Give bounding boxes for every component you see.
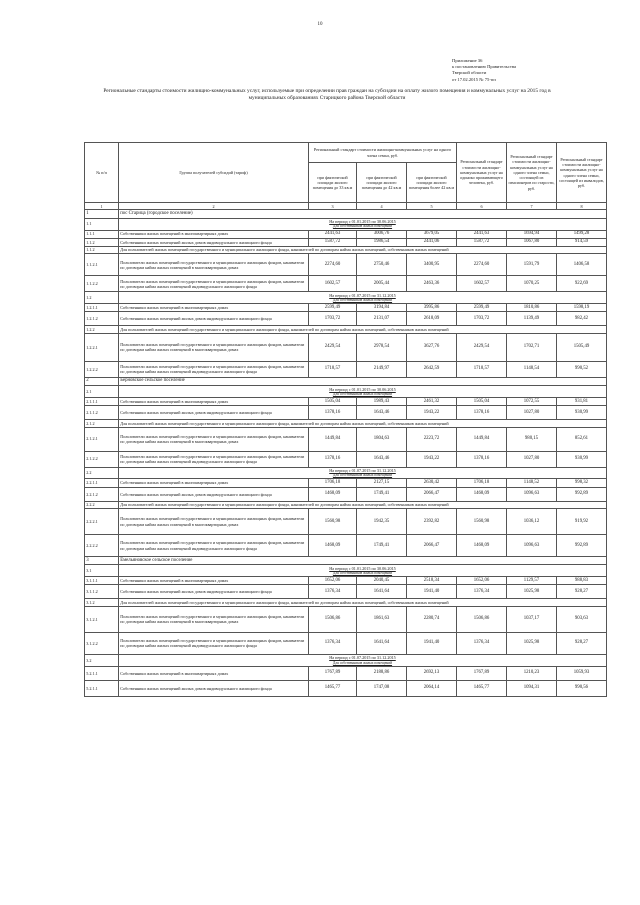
header-area-33: при фактической площади жилого помещения до 33 кв.м (309, 163, 357, 203)
cell-value: 1027,80 (507, 406, 557, 420)
group-label: Для пользователей жилых помещений государственного и муниципального жилищного фонда, нанимателей по договорам найма жилых помещений, собственников жилых помещений (119, 599, 607, 606)
cell-value: 1210,23 (507, 666, 557, 680)
cell-value: 903,63 (557, 606, 607, 632)
cell-value: 990,52 (557, 361, 607, 377)
cell-value: 1468,09 (309, 535, 357, 557)
period-label: На период с 01.01.2015 по 30.06.2015 Для собственников жилых помещений (119, 565, 607, 577)
period-label: На период с 01.07.2015 по 31.12.2015 Для собственников жилых помещений (119, 467, 607, 479)
cell-value: 1025,98 (507, 632, 557, 654)
period-row (85, 292, 607, 304)
period-row (85, 386, 607, 398)
row-number: 2.1.2.2 (85, 451, 119, 467)
cell-value: 1378,16 (309, 451, 357, 467)
settlement-row (85, 210, 607, 218)
cell-value: 1989,43 (357, 397, 407, 405)
cell-value: 1378,16 (457, 451, 507, 467)
cell-value: 998,32 (557, 479, 607, 487)
cell-value: 992,89 (557, 535, 607, 557)
appendix-line: к постановлению Правительства (452, 64, 516, 70)
cell-value: 2223,72 (407, 427, 457, 451)
cell-value: 2188,86 (357, 666, 407, 680)
row-label: Пользователи жилых помещений государственного и муниципального жилищных фондов, наниматели по договорам найма жилых помещений индивидуального жилищного фонда (119, 535, 309, 557)
cell-value: 1129,57 (507, 577, 557, 585)
table-row (85, 487, 607, 501)
cell-value: 1767,89 (457, 666, 507, 680)
cell-value: 1810,86 (507, 304, 557, 312)
cell-value: 3627,76 (407, 333, 457, 361)
cell-value: 1749,41 (357, 487, 407, 501)
header-no: № п/п (85, 143, 119, 203)
cell-value: 1641,64 (357, 632, 407, 654)
cell-value: 1378,16 (309, 406, 357, 420)
settlement-name: Емельяновское сельское поселение (119, 557, 607, 565)
row-number: 3.1.1.1 (85, 577, 119, 585)
column-number: 4 (357, 203, 407, 210)
appendix-block (452, 58, 602, 83)
row-number: 5.2.1.1 (85, 680, 119, 696)
cell-value: 1139,49 (507, 312, 557, 326)
row-number: 1.1.2.2 (85, 276, 119, 292)
row-number: 1.1.2 (85, 246, 119, 253)
cell-value: 2149,97 (357, 361, 407, 377)
header-group: Группа получателей субсидий (тариф) (119, 143, 309, 203)
cell-value: 1406,58 (557, 254, 607, 276)
cell-value: 1465,77 (309, 680, 357, 696)
period-sublabel: Для собственников жилых помещений (332, 391, 393, 396)
table-row (85, 479, 607, 487)
cell-value: 1986,54 (357, 238, 407, 246)
table-row (85, 230, 607, 238)
row-number: 2.2.2 (85, 501, 119, 508)
table-row (85, 535, 607, 557)
row-label: Собственники жилых помещений жилых домов индивидуального жилищного фонда (119, 238, 309, 246)
row-number: 2.1.2.1 (85, 427, 119, 451)
cell-value: 1449,84 (309, 427, 357, 451)
row-label: Пользователи жилых помещений государственного и муниципального жилищных фондов, наниматели по договорам найма жилых помещений в многоквартирных домах (119, 254, 309, 276)
cell-value: 2066,47 (407, 487, 457, 501)
row-label: Пользователи жилых помещений государственного и муниципального жилищных фондов, наниматели по договорам найма жилых помещений в многоквартирных домах (119, 333, 309, 361)
cell-value: 1643,46 (357, 406, 407, 420)
cell-value: 1767,89 (309, 666, 357, 680)
group-label: Для пользователей жилых помещений государственного и муниципального жилищного фонда, нанимателей по договорам найма жилых помещений, собственников жилых помещений (119, 420, 607, 427)
cell-value: 931,81 (557, 397, 607, 405)
cell-value: 928,27 (557, 585, 607, 599)
row-number: 3 (85, 557, 119, 565)
row-label: Собственники жилых помещений в многоквартирных домах (119, 666, 309, 680)
group-label: Для пользователей жилых помещений государственного и муниципального жилищного фонда, нанимателей по договорам найма жилых помещений, собственников жилых помещений (119, 246, 607, 253)
row-number: 3.1.2.1 (85, 606, 119, 632)
cell-value: 1376,34 (457, 585, 507, 599)
row-number: 3.2 (85, 654, 119, 666)
row-number: 2.1 (85, 386, 119, 398)
row-label: Собственники жилых помещений жилых домов индивидуального жилищного фонда (119, 680, 309, 696)
group-row (85, 326, 607, 333)
cell-value: 2441,06 (407, 238, 457, 246)
column-number: 3 (309, 203, 357, 210)
cell-value: 1749,41 (357, 535, 407, 557)
cell-value: 2441,63 (309, 230, 357, 238)
column-number: 2 (119, 203, 309, 210)
cell-value: 3679,05 (407, 230, 457, 238)
cell-value: 1718,57 (457, 361, 507, 377)
appendix-line: от 17.02.2015 № 75-пп (452, 76, 496, 82)
table-row (85, 585, 607, 599)
cell-value: 1465,77 (457, 680, 507, 696)
cell-value: 1376,34 (309, 585, 357, 599)
table-row (85, 254, 607, 276)
cell-value: 1942,35 (357, 509, 407, 535)
cell-value: 2429,54 (309, 333, 357, 361)
cell-value: 1587,72 (457, 238, 507, 246)
cell-value: 1652,06 (309, 577, 357, 585)
row-label: Пользователи жилых помещений государственного и муниципального жилищных фондов, наниматели по договорам найма жилых помещений в многоквартирных домах (119, 509, 309, 535)
cell-value: 1468,09 (457, 487, 507, 501)
row-number: 1 (85, 210, 119, 218)
cell-value: 1941,40 (407, 585, 457, 599)
row-label: Собственники жилых помещений жилых домов индивидуального жилищного фонда (119, 406, 309, 420)
header-area-over-42: при фактической площади жилого помещения более 42 кв.м (407, 163, 457, 203)
period-row (85, 467, 607, 479)
row-label: Пользователи жилых помещений государственного и муниципального жилищных фондов, наниматели по договорам найма жилых помещений в многоквартирных домах (119, 427, 309, 451)
cell-value: 1706,18 (309, 479, 357, 487)
cell-value: 1025,98 (507, 585, 557, 599)
period-label: На период с 01.07.2015 по 31.12.2015 Для собственников жилых помещений (119, 292, 607, 304)
cell-value: 1694,94 (507, 230, 557, 238)
cell-value: 2978,54 (357, 333, 407, 361)
table-row (85, 427, 607, 451)
cell-value: 922,69 (557, 276, 607, 292)
row-number: 2.2 (85, 467, 119, 479)
settlement-name: пос Старица (городское поселение) (119, 210, 607, 218)
row-number: 1.2.1.1 (85, 304, 119, 312)
cell-value: 1591,79 (507, 254, 557, 276)
row-label: Собственники жилых помещений в многоквартирных домах (119, 230, 309, 238)
column-number: 7 (507, 203, 557, 210)
period-sublabel: Для собственников жилых помещений (332, 298, 393, 303)
cell-value: 1602,57 (457, 276, 507, 292)
cell-value: 1148,52 (507, 479, 557, 487)
cell-value: 1096,63 (507, 535, 557, 557)
cell-value: 2461,32 (407, 397, 457, 405)
cell-value: 1037,17 (507, 606, 557, 632)
cell-value: 1587,72 (309, 238, 357, 246)
row-number: 3.1.2 (85, 599, 119, 606)
cell-value: 2127,15 (357, 479, 407, 487)
row-number: 2.2.1.2 (85, 487, 119, 501)
table-row (85, 312, 607, 326)
group-row (85, 420, 607, 427)
table-row (85, 680, 607, 696)
row-label: Собственники жилых помещений в многоквартирных домах (119, 577, 309, 585)
group-label: Для пользователей жилых помещений государственного и муниципального жилищного фонда, нанимателей по договорам найма жилых помещений, собственников жилых помещений (119, 326, 607, 333)
row-number: 1.2.2 (85, 326, 119, 333)
cell-value: 2131,07 (357, 312, 407, 326)
settlement-name: Берновское сельское поселение (119, 377, 607, 385)
column-number: 8 (557, 203, 607, 210)
cell-value: 1706,18 (457, 479, 507, 487)
document-title: Региональные стандарты стоимости жилищно-коммунальных услуг, используемые при определении прав граждан на субсидии на оплату жилого помещения и коммунальных услуг на 2015 год в муниципальных образованиях Старицкого района Тверской области (103, 88, 551, 102)
row-label: Пользователи жилых помещений государственного и муниципального жилищных фондов, наниматели по договорам найма жилых помещений индивидуального жилищного фонда (119, 361, 309, 377)
row-number: 2 (85, 377, 119, 385)
row-number: 2.2.1.1 (85, 479, 119, 487)
row-label: Пользователи жилых помещений государственного и муниципального жилищных фондов, наниматели по договорам найма жилых помещений индивидуального жилищного фонда (119, 276, 309, 292)
group-row (85, 501, 607, 508)
header-area-42: при фактической площади жилого помещения до 42 кв.м (357, 163, 407, 203)
cell-value: 928,27 (557, 632, 607, 654)
cell-value: 1378,16 (457, 406, 507, 420)
cell-value: 990,56 (557, 680, 607, 696)
period-sublabel: Для собственников жилых помещений (332, 224, 393, 229)
cell-value: 930,99 (557, 451, 607, 467)
cell-value: 980,15 (507, 427, 557, 451)
cell-value: 988,83 (557, 577, 607, 585)
row-number: 3.1.1.2 (85, 585, 119, 599)
table-row (85, 632, 607, 654)
cell-value: 1505,49 (557, 333, 607, 361)
cell-value: 1598,19 (557, 304, 607, 312)
cell-value: 1702,71 (507, 333, 557, 361)
cell-value: 1070,25 (507, 276, 557, 292)
period-label: На период с 01.07.2015 по 31.12.2015 Для собственников жилых помещений (119, 654, 607, 666)
cell-value: 1506,86 (457, 606, 507, 632)
row-number: 2.1.2 (85, 420, 119, 427)
row-label: Собственники жилых помещений жилых домов индивидуального жилищного фонда (119, 585, 309, 599)
column-number: 6 (457, 203, 507, 210)
header-standard-group: Региональный стандарт стоимости жилищно-коммунальных услуг на одного члена семьи, руб. (309, 143, 457, 163)
row-number: 1.2.2.2 (85, 361, 119, 377)
cell-value: 2518,34 (407, 577, 457, 585)
cell-value: 1499,28 (557, 230, 607, 238)
cell-value: 1560,98 (309, 509, 357, 535)
group-label: Для пользователей жилых помещений государственного и муниципального жилищного фонда, нанимателей по договорам найма жилых помещений, собственников жилых помещений (119, 501, 607, 508)
period-row (85, 218, 607, 230)
cell-value: 2618,09 (407, 312, 457, 326)
table-row (85, 276, 607, 292)
table-row (85, 451, 607, 467)
cell-value: 1861,63 (357, 606, 407, 632)
row-number: 2.2.2.1 (85, 509, 119, 535)
cell-value: 2599,49 (457, 304, 507, 312)
cell-value: 3995,86 (407, 304, 457, 312)
cell-value: 2280,74 (407, 606, 457, 632)
row-label: Собственники жилых помещений в многоквартирных домах (119, 479, 309, 487)
header-pensioners: Региональный стандарт стоимости жилищно-коммунальных услуг на одного члена семьи, состоящей из пенсионеров по старости, руб. (507, 143, 557, 203)
cell-value: 1652,06 (457, 577, 507, 585)
cell-value: 1804,63 (357, 427, 407, 451)
cell-value: 3006,76 (357, 230, 407, 238)
group-row (85, 599, 607, 606)
header-disabled: Региональный стандарт стоимости жилищно-коммунальных услуг на одного члена семьи, состоящей из инвалидов, руб. (557, 143, 607, 203)
cell-value: 1602,57 (309, 276, 357, 292)
page-number: 10 (317, 22, 323, 27)
cell-value: 1643,46 (357, 451, 407, 467)
cell-value: 2392,82 (407, 509, 457, 535)
row-number: 1.1.2.1 (85, 254, 119, 276)
cell-value: 1449,84 (457, 427, 507, 451)
cell-value: 1505,04 (309, 397, 357, 405)
table-row (85, 333, 607, 361)
cell-value: 1376,34 (309, 632, 357, 654)
period-sublabel: Для собственников жилых помещений (332, 473, 393, 478)
row-number: 3.1.2.2 (85, 632, 119, 654)
period-label: На период с 01.01.2015 по 30.06.2015 Для собственников жилых помещений (119, 386, 607, 398)
cell-value: 930,99 (557, 406, 607, 420)
table-row (85, 577, 607, 585)
cell-value: 1072,55 (507, 397, 557, 405)
cell-value: 3194,84 (357, 304, 407, 312)
cell-value: 2040,45 (357, 577, 407, 585)
cell-value: 1468,09 (309, 487, 357, 501)
row-label: Пользователи жилых помещений государственного и муниципального жилищных фондов, наниматели по договорам найма жилых помещений в многоквартирных домах (119, 606, 309, 632)
table-row (85, 304, 607, 312)
cell-value: 2066,47 (407, 535, 457, 557)
cell-value: 2274,60 (457, 254, 507, 276)
cell-value: 1148,54 (507, 361, 557, 377)
cell-value: 2692,13 (407, 666, 457, 680)
cell-value: 1036,12 (507, 509, 557, 535)
cell-value: 1468,09 (457, 535, 507, 557)
cell-value: 2642,59 (407, 361, 457, 377)
row-number: 1.2.2.1 (85, 333, 119, 361)
cell-value: 1703,72 (309, 312, 357, 326)
cell-value: 1376,34 (457, 632, 507, 654)
cell-value: 1703,72 (457, 312, 507, 326)
cell-value: 1027,80 (507, 451, 557, 467)
cell-value: 2005,44 (357, 276, 407, 292)
cell-value: 2441,63 (457, 230, 507, 238)
table-row (85, 606, 607, 632)
table-row (85, 397, 607, 405)
table-row (85, 361, 607, 377)
period-row (85, 565, 607, 577)
cell-value: 2429,54 (457, 333, 507, 361)
row-number: 1.1 (85, 218, 119, 230)
row-label: Пользователи жилых помещений государственного и муниципального жилищных фондов, наниматели по договорам найма жилых помещений индивидуального жилищного фонда (119, 451, 309, 467)
cell-value: 1506,86 (309, 606, 357, 632)
row-label: Собственники жилых помещений в многоквартирных домах (119, 304, 309, 312)
cell-value: 1505,04 (457, 397, 507, 405)
group-row (85, 246, 607, 253)
column-number: 5 (407, 203, 457, 210)
cell-value: 2274,60 (309, 254, 357, 276)
row-number: 1.2.1.2 (85, 312, 119, 326)
cell-value: 1641,64 (357, 585, 407, 599)
cell-value: 2750,46 (357, 254, 407, 276)
row-number: 2.2.2.2 (85, 535, 119, 557)
cell-value: 992,89 (557, 487, 607, 501)
period-sublabel: Для собственников жилых помещений (332, 571, 393, 576)
table-row (85, 406, 607, 420)
cell-value: 1094,31 (507, 680, 557, 696)
cell-value: 1718,57 (309, 361, 357, 377)
column-number-row (85, 203, 607, 210)
table-row (85, 666, 607, 680)
cell-value: 2064,14 (407, 680, 457, 696)
row-label: Собственники жилых помещений жилых домов индивидуального жилищного фонда (119, 487, 309, 501)
cell-value: 982,42 (557, 312, 607, 326)
row-number: 5.2.1.1 (85, 666, 119, 680)
row-number: 3.1 (85, 565, 119, 577)
row-number: 2.1.1.2 (85, 406, 119, 420)
row-number: 1.1.1 (85, 230, 119, 238)
header-row (85, 143, 607, 163)
row-label: Собственники жилых помещений жилых домов индивидуального жилищного фонда (119, 312, 309, 326)
row-label: Собственники жилых помещений в многоквартирных домах (119, 397, 309, 405)
standards-table (84, 142, 607, 697)
cell-value: 3400,95 (407, 254, 457, 276)
cell-value: 919,92 (557, 509, 607, 535)
column-number: 1 (85, 203, 119, 210)
cell-value: 1067,80 (507, 238, 557, 246)
appendix-line: Приложение 36 (452, 58, 483, 63)
row-number: 1.1.2 (85, 238, 119, 246)
row-number: 2.1.1.1 (85, 397, 119, 405)
row-label: Пользователи жилых помещений государственного и муниципального жилищных фондов, наниматели по договорам найма жилых помещений индивидуального жилищного фонда (119, 632, 309, 654)
cell-value: 1941,40 (407, 632, 457, 654)
cell-value: 1059,93 (557, 666, 607, 680)
row-number: 1.2 (85, 292, 119, 304)
cell-value: 1943,22 (407, 406, 457, 420)
period-label: На период с 01.01.2015 по 30.06.2015 Для собственников жилых помещений (119, 218, 607, 230)
cell-value: 1560,98 (457, 509, 507, 535)
cell-value: 1943,22 (407, 451, 457, 467)
period-row (85, 654, 607, 666)
table-row (85, 238, 607, 246)
cell-value: 1747,08 (357, 680, 407, 696)
cell-value: 1096,63 (507, 487, 557, 501)
settlement-row (85, 557, 607, 565)
appendix-line: Тверской области (452, 70, 487, 76)
cell-value: 2599,49 (309, 304, 357, 312)
settlement-row (85, 377, 607, 385)
cell-value: 2630,42 (407, 479, 457, 487)
cell-value: 2463,36 (407, 276, 457, 292)
cell-value: 914,59 (557, 238, 607, 246)
table-row (85, 509, 607, 535)
cell-value: 852,61 (557, 427, 607, 451)
header-single: Региональный стандарт стоимости жилищно-коммунальных услуг на одиноко проживающего человека, руб. (457, 143, 507, 203)
period-sublabel: Для собственников жилых помещений (332, 660, 393, 665)
